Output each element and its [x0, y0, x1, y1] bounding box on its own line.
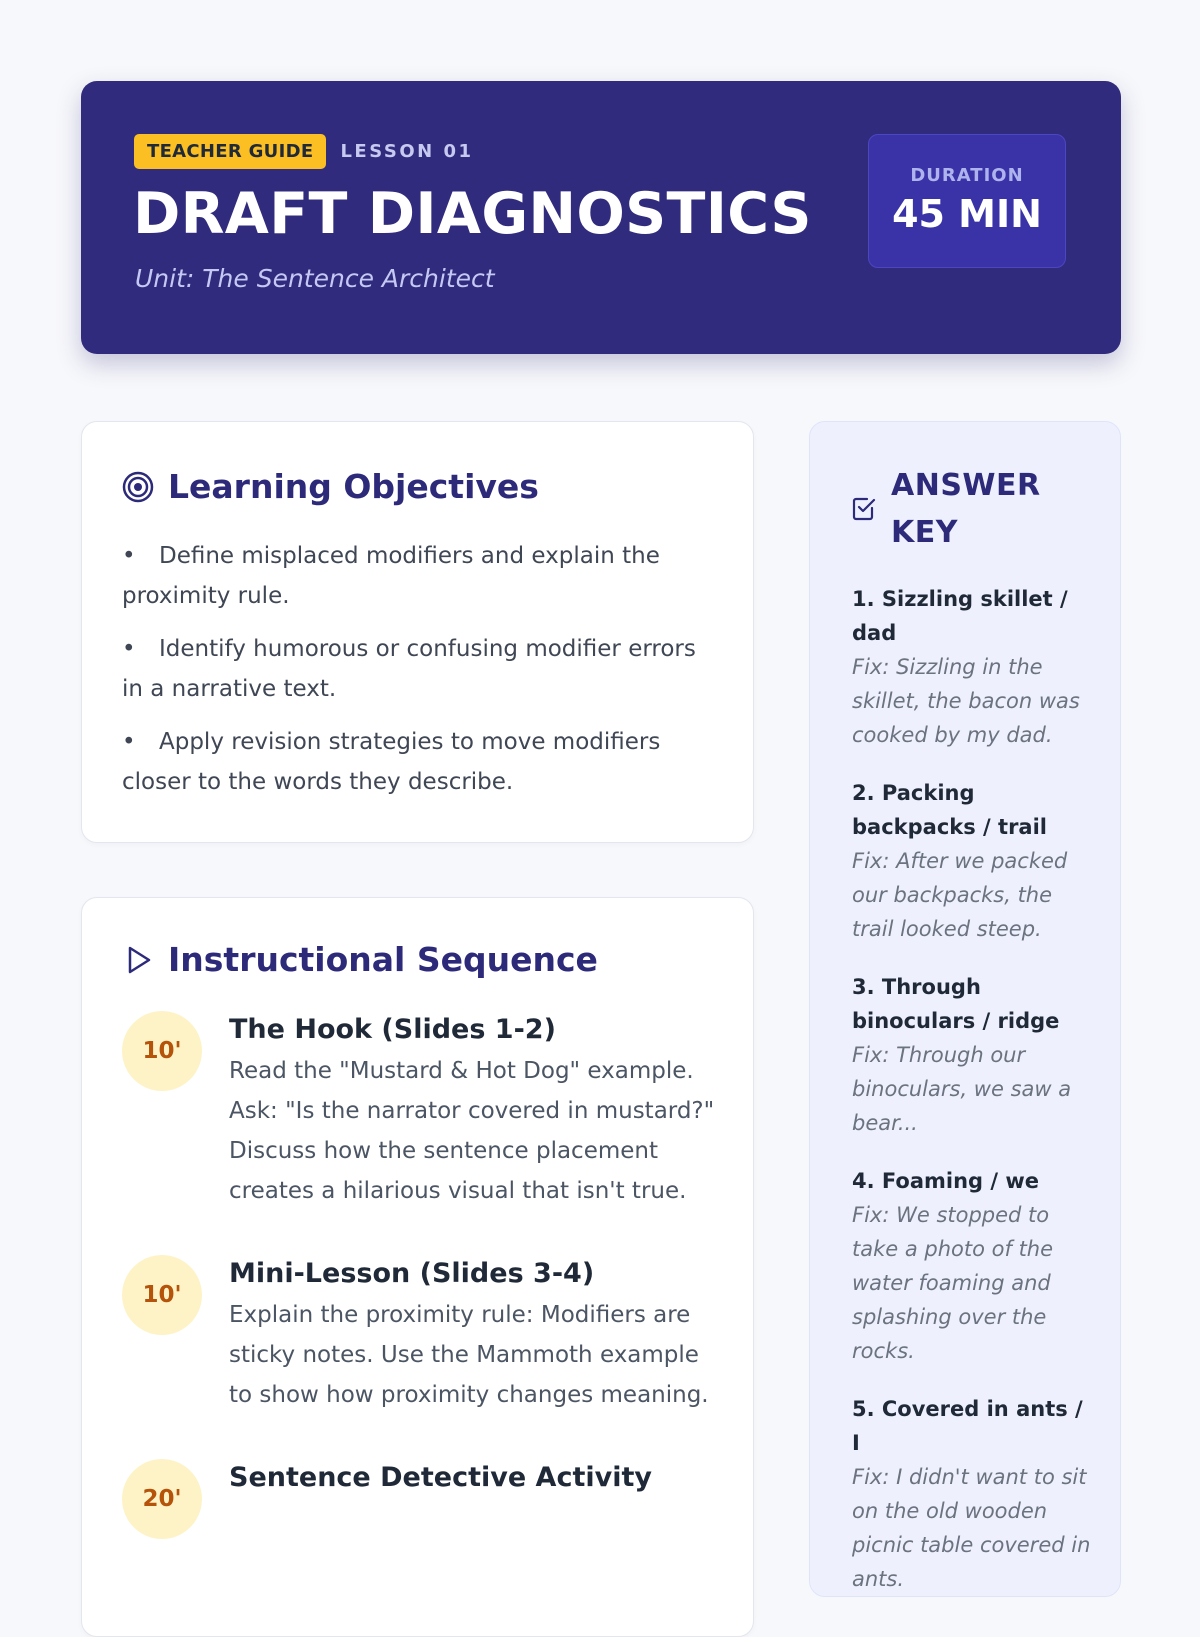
step-title: Mini-Lesson (Slides 3-4): [229, 1258, 595, 1289]
answer-key-title: ANSWER KEY: [891, 468, 1041, 550]
step-description: Read the "Mustard & Hot Dog" example. Ask: "Is the narrator covered in mustard?" Discuss how the sentence placement creates a hilarious visual that isn't true.: [229, 1058, 715, 1204]
unit-subtitle: Unit: The Sentence Architect: [135, 264, 495, 293]
answer-key-heading: [851, 462, 1061, 556]
answer-fix: Fix: Through our binoculars, we saw a bear...: [852, 1043, 1072, 1135]
header-meta: [134, 134, 474, 169]
target-icon: [122, 471, 154, 503]
objectives-title: Learning Objectives: [168, 467, 539, 506]
sequence-step: [122, 1459, 722, 1539]
duration-value: 45 MIN: [892, 192, 1042, 236]
answer-list: [852, 582, 1092, 1620]
learning-objectives-card: [81, 421, 754, 843]
time-pill: 10': [122, 1255, 202, 1335]
answer-fix: Fix: After we packed our backpacks, the trail looked steep.: [852, 849, 1068, 941]
answer-fix: Fix: We stopped to take a photo of the water foaming and splashing over the rocks.: [852, 1203, 1054, 1363]
duration-label: DURATION: [910, 165, 1024, 186]
answer-title: 5. Covered in ants / I: [852, 1397, 1083, 1455]
answer-title: 4. Foaming / we: [852, 1169, 1039, 1193]
sequence-heading: [122, 940, 598, 979]
sequence-step: [122, 1011, 722, 1211]
page-title: DRAFT DIAGNOSTICS: [133, 181, 812, 247]
objectives-heading: [122, 467, 539, 506]
sequence-title: Instructional Sequence: [168, 940, 598, 979]
sequence-step: [122, 1255, 722, 1415]
duration-box: [868, 134, 1066, 268]
step-title: Sentence Detective Activity: [229, 1462, 652, 1493]
objectives-list: [122, 536, 717, 815]
teacher-guide-badge: TEACHER GUIDE: [134, 134, 326, 169]
step-title: The Hook (Slides 1-2): [229, 1014, 556, 1045]
answer-title: 2. Packing backpacks / trail: [852, 781, 1047, 839]
answer-item: [852, 1392, 1092, 1596]
play-icon: [122, 944, 154, 976]
lesson-header: [81, 81, 1121, 354]
instructional-sequence-card: [81, 897, 754, 1637]
checkbox-icon: [851, 496, 877, 522]
time-pill: 20': [122, 1459, 202, 1539]
answer-key-panel: [809, 421, 1121, 1597]
list-item: • Identify humorous or confusing modifier errors in a narrative text.: [122, 636, 696, 702]
list-item: • Define misplaced modifiers and explain the proximity rule.: [122, 543, 660, 609]
list-item: • Apply revision strategies to move modifiers closer to the words they describe.: [122, 729, 661, 795]
time-pill: 10': [122, 1011, 202, 1091]
answer-item: [852, 1164, 1092, 1368]
answer-item: [852, 970, 1092, 1140]
answer-item: [852, 582, 1092, 752]
step-description: Explain the proximity rule: Modifiers are sticky notes. Use the Mammoth example to show how proximity changes meaning.: [229, 1302, 709, 1408]
answer-fix: Fix: Sizzling in the skillet, the bacon was cooked by my dad.: [852, 655, 1080, 747]
answer-title: 3. Through binoculars / ridge: [852, 975, 1060, 1033]
answer-fix: Fix: I didn't want to sit on the old wooden picnic table covered in ants.: [852, 1465, 1091, 1591]
answer-item: [852, 776, 1092, 946]
sequence-steps: [122, 1011, 722, 1583]
lesson-number: LESSON 01: [340, 141, 474, 162]
answer-title: 1. Sizzling skillet / dad: [852, 587, 1068, 645]
